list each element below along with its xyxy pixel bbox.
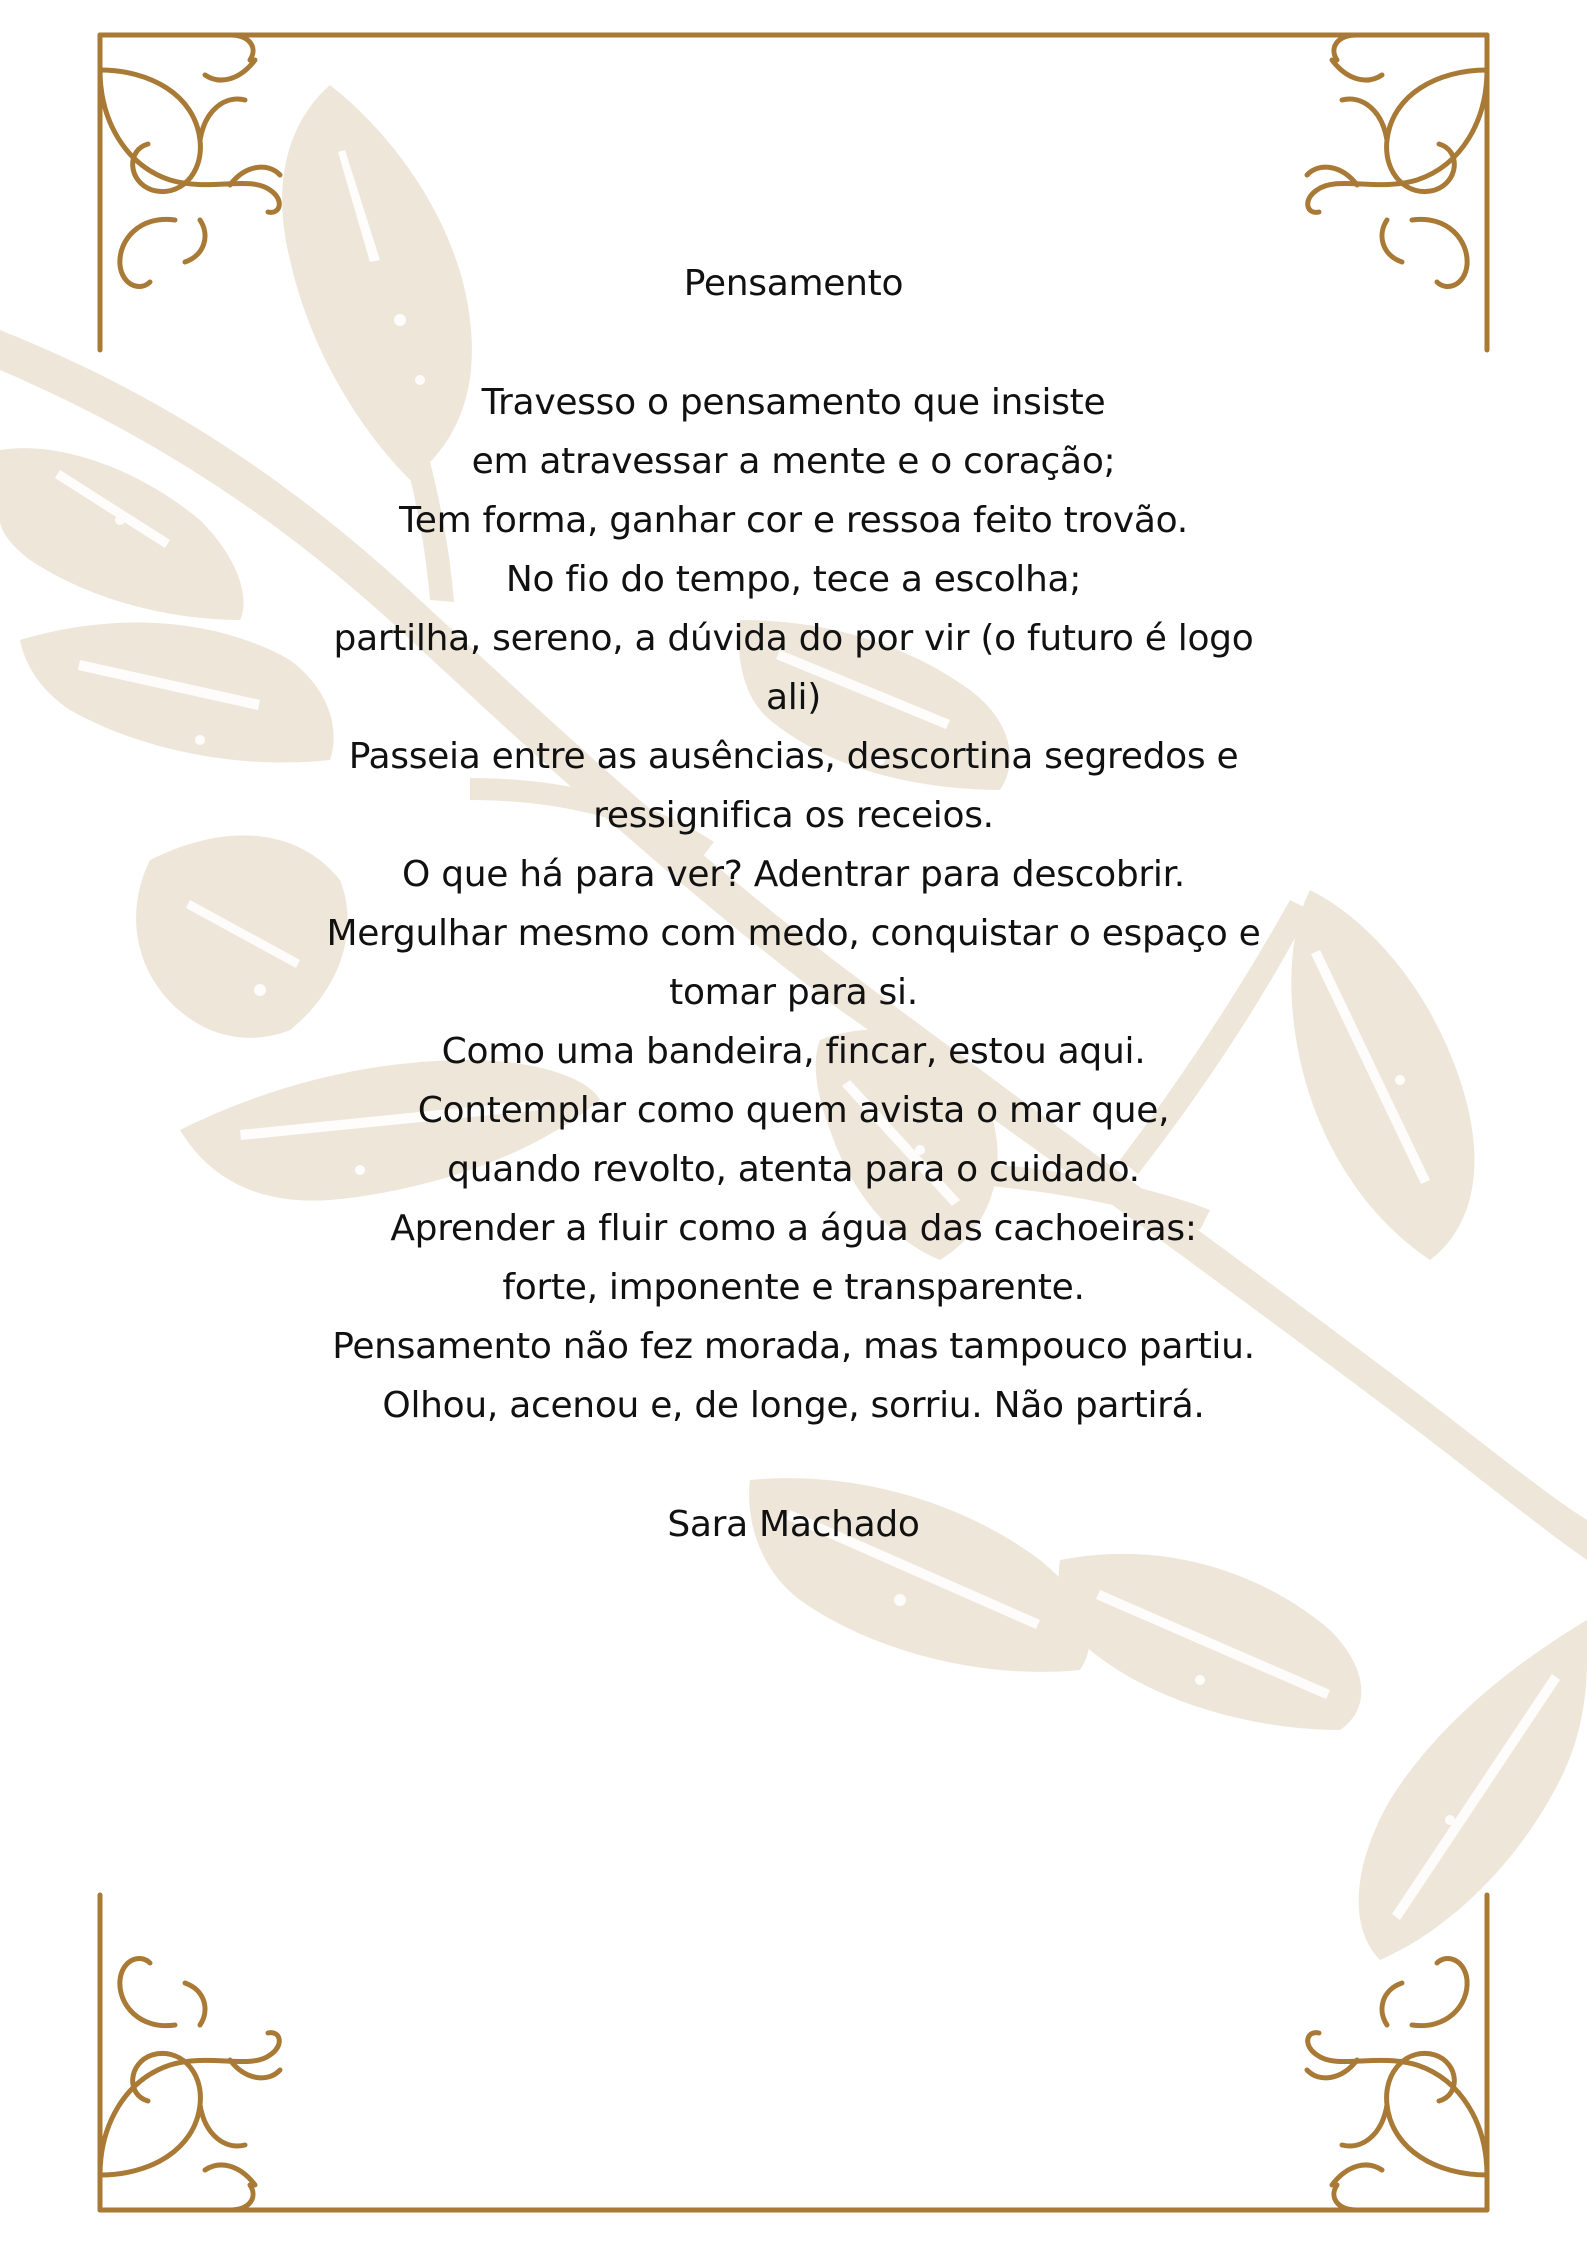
poem-line: ali) xyxy=(766,677,821,718)
poem-line: ressignifica os receios. xyxy=(593,795,994,836)
poem xyxy=(290,254,1297,1554)
corner-ornament-bottom-right xyxy=(1307,1895,1487,2210)
poem-line: em atravessar a mente e o coração; xyxy=(471,441,1116,482)
poem-line: No fio do tempo, tece a escolha; xyxy=(505,559,1082,600)
poem-line: Aprender a fluir como a água das cachoeiras: xyxy=(390,1208,1197,1249)
poem-line: Contemplar como quem avista o mar que, xyxy=(417,1090,1170,1131)
poem-line: Pensamento não fez morada, mas tampouco partiu. xyxy=(332,1326,1255,1367)
poem-body xyxy=(290,373,1297,1435)
corner-ornament-top-right xyxy=(1307,35,1487,350)
poem-line: Olhou, acenou e, de longe, sorriu. Não partirá. xyxy=(382,1385,1205,1426)
poem-title: Pensamento xyxy=(683,263,904,304)
poem-line: Travesso o pensamento que insiste xyxy=(481,382,1106,423)
poem-line: Como uma bandeira, fincar, estou aqui. xyxy=(441,1031,1146,1072)
poem-line: Mergulhar mesmo com medo, conquistar o espaço e xyxy=(326,913,1261,954)
poem-line: O que há para ver? Adentrar para descobrir. xyxy=(402,854,1185,895)
poem-line: quando revolto, atenta para o cuidado. xyxy=(447,1149,1140,1190)
poem-line: tomar para si. xyxy=(669,972,918,1013)
poem-author: Sara Machado xyxy=(667,1504,920,1545)
poem-line: Tem forma, ganhar cor e ressoa feito trovão. xyxy=(399,500,1188,541)
poem-line: forte, imponente e transparente. xyxy=(502,1267,1085,1308)
corner-ornament-top-left xyxy=(100,35,280,350)
corner-ornament-bottom-left xyxy=(100,1895,280,2210)
poem-line: Passeia entre as ausências, descortina segredos e xyxy=(348,736,1239,777)
poem-line: partilha, sereno, a dúvida do por vir (o futuro é logo xyxy=(333,618,1254,659)
